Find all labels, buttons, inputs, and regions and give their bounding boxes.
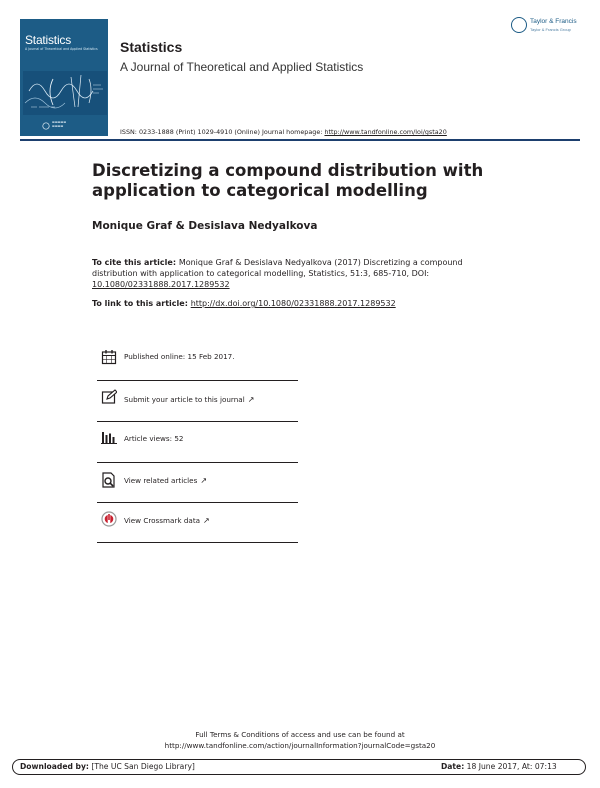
downloaded-by-value: [The UC San Diego Library] bbox=[88, 762, 195, 771]
submit-article-text: Submit your article to this journal bbox=[124, 395, 245, 404]
downloaded-by-label: Downloaded by: bbox=[20, 762, 89, 771]
issn-line bbox=[120, 128, 447, 136]
download-date-label: Date: bbox=[441, 762, 465, 771]
bar-chart-icon bbox=[101, 429, 117, 445]
terms-url[interactable]: http://www.tandfonline.com/action/journalInformation?journalCode=gsta20 bbox=[164, 741, 436, 750]
article-link-line bbox=[92, 299, 396, 308]
external-link-icon: ↗ bbox=[247, 395, 255, 404]
download-date-value: 18 June 2017, At: 07:13 bbox=[464, 762, 557, 771]
article-authors: Monique Graf & Desislava Nedyalkova bbox=[92, 220, 318, 232]
journal-cover bbox=[20, 19, 108, 136]
article-link-label: To link to this article: bbox=[92, 299, 191, 308]
published-online-row bbox=[97, 340, 298, 379]
journal-homepage-link[interactable]: http://www.tandfonline.com/loi/gsta20 bbox=[324, 128, 447, 136]
related-articles-row[interactable] bbox=[97, 463, 298, 502]
journal-subtitle: A Journal of Theoretical and Applied Statistics bbox=[120, 60, 364, 74]
crossmark-row[interactable] bbox=[97, 503, 298, 542]
publisher-logo-group: Taylor & Francis Group bbox=[530, 27, 571, 32]
terms-line: Full Terms & Conditions of access and use can be found at bbox=[195, 730, 405, 739]
submit-article-label bbox=[124, 395, 254, 404]
publisher-logo bbox=[511, 16, 583, 38]
header-divider bbox=[20, 139, 580, 141]
related-articles-label bbox=[124, 476, 207, 485]
citation-block bbox=[92, 257, 492, 290]
article-title: Discretizing a compound distribution with application to categorical modelling bbox=[92, 161, 484, 200]
article-views-row bbox=[97, 422, 298, 461]
journal-title: Statistics bbox=[120, 39, 183, 55]
external-link-icon: ↗ bbox=[200, 476, 208, 485]
cover-publisher-icon bbox=[42, 122, 50, 130]
citation-text: Monique Graf & Desislava Nedyalkova (2017) Discretizing a compound distribution with application to categorical modelling, Statistics, 51:3, 685-710, DOI: bbox=[92, 258, 463, 278]
downloaded-by bbox=[20, 762, 195, 771]
document-search-icon bbox=[101, 472, 117, 488]
article-views-text: Article views: 52 bbox=[124, 434, 184, 443]
external-link-icon: ↗ bbox=[203, 516, 210, 525]
cover-subtitle: A Journal of Theoretical and Applied Statistics bbox=[25, 47, 98, 51]
terms-footer bbox=[0, 729, 600, 751]
edit-icon bbox=[101, 389, 117, 405]
submit-article-row[interactable] bbox=[97, 381, 298, 420]
cover-math-artwork bbox=[23, 71, 107, 115]
calendar-icon bbox=[101, 349, 117, 365]
cover-title: Statistics bbox=[25, 33, 72, 47]
related-articles-text: View related articles bbox=[124, 476, 198, 485]
cover-publisher-mark: ▬▬▬▬▬ ▬▬▬▬ bbox=[52, 120, 67, 128]
meta-divider bbox=[97, 542, 298, 543]
crossmark-icon bbox=[101, 511, 117, 527]
publisher-logo-name: Taylor & Francis bbox=[530, 18, 577, 25]
issn-text: ISSN: 0233-1888 (Print) 1029-4910 (Online) Journal homepage: bbox=[120, 128, 325, 136]
citation-label: To cite this article: bbox=[92, 258, 179, 267]
published-online-text: Published online: 15 Feb 2017. bbox=[124, 352, 235, 361]
article-doi-url[interactable]: http://dx.doi.org/10.1080/02331888.2017.1289532 bbox=[190, 299, 396, 308]
crossmark-label bbox=[124, 516, 210, 525]
publisher-logo-icon bbox=[511, 17, 527, 33]
citation-doi-link[interactable]: 10.1080/02331888.2017.1289532 bbox=[92, 280, 230, 289]
download-date bbox=[441, 762, 557, 771]
crossmark-text: View Crossmark data bbox=[124, 516, 201, 525]
